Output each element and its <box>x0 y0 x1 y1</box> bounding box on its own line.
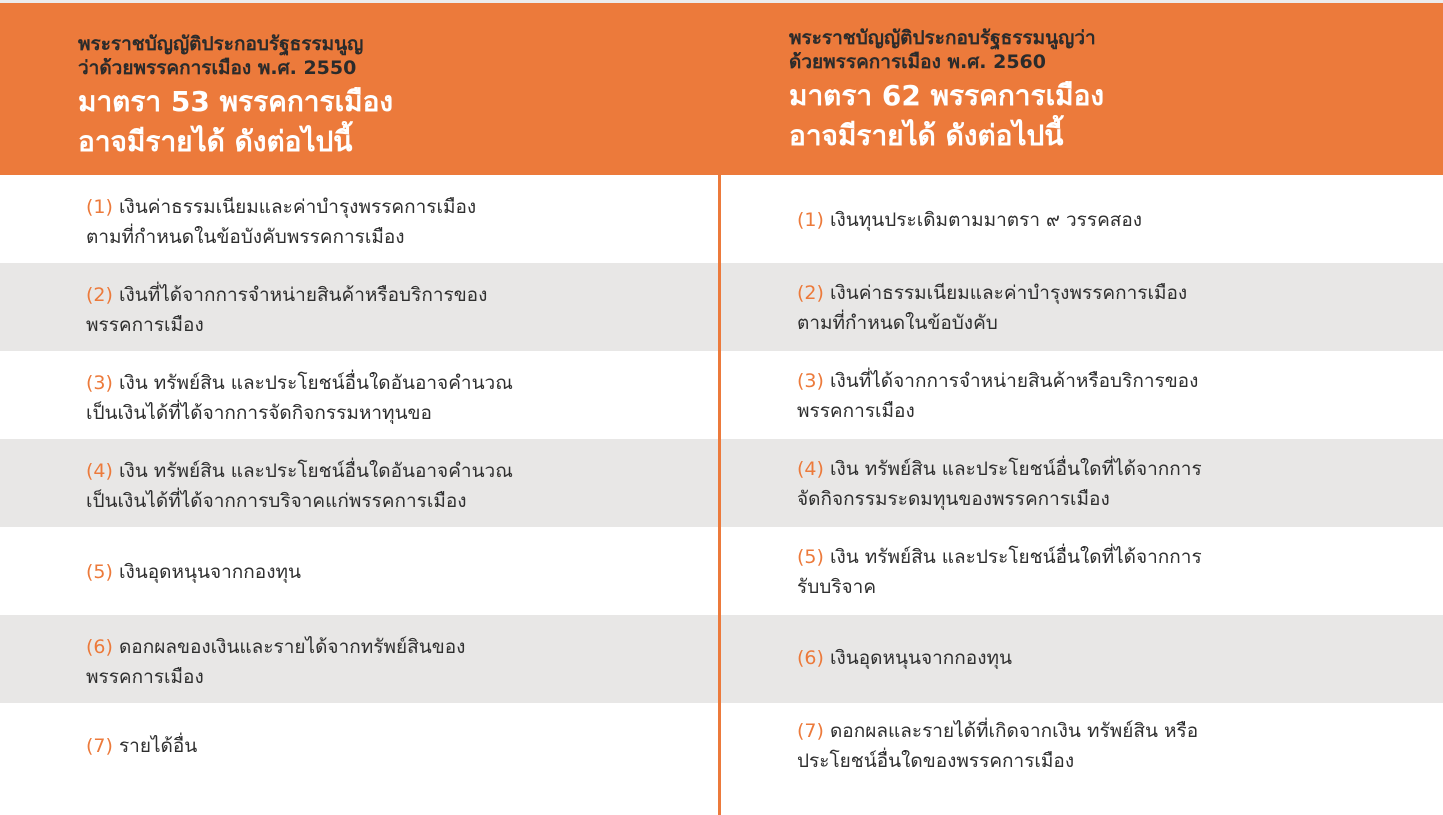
item-number: (6) <box>86 636 113 658</box>
left-item-line: (2) เงินที่ได้จากการจำหน่ายสินค้าหรือบริการของ <box>86 284 488 306</box>
right-item <box>797 538 1417 606</box>
right-item-line: พรรคการเมือง <box>797 400 915 422</box>
left-item <box>86 714 696 778</box>
left-item-line: ตามที่กำหนดในข้อบังคับพรรคการเมือง <box>86 226 405 248</box>
left-item <box>86 188 696 256</box>
left-item-line: (6) ดอกผลของเงินและรายได้จากทรัพย์สินของ <box>86 636 466 658</box>
header-right-column <box>789 26 1409 156</box>
right-item-line: จัดกิจกรรมระดมทุนของพรรคการเมือง <box>797 488 1110 510</box>
item-number: (3) <box>86 372 113 394</box>
right-item-line: (6) เงินอุดหนุนจากกองทุน <box>797 647 1012 669</box>
right-item <box>797 362 1417 430</box>
right-item-line: (3) เงินที่ได้จากการจำหน่ายสินค้าหรือบริการของ <box>797 370 1199 392</box>
left-item <box>86 364 696 432</box>
right-item <box>797 626 1417 690</box>
item-number: (2) <box>797 282 824 304</box>
right-act-title-line: พระราชบัญญัติประกอบรัฐธรรมนูญว่า <box>789 27 1096 49</box>
left-act-title <box>78 32 678 80</box>
right-item-line: ตามที่กำหนดในข้อบังคับ <box>797 312 998 334</box>
item-number: (2) <box>86 284 113 306</box>
column-divider <box>718 175 721 815</box>
item-number: (4) <box>797 458 824 480</box>
left-act-title-line: พระราชบัญญัติประกอบรัฐธรรมนูญ <box>78 33 364 55</box>
item-number: (6) <box>797 647 824 669</box>
right-item-line: (5) เงิน ทรัพย์สิน และประโยชน์อื่นใดที่ได้จากการ <box>797 546 1202 568</box>
right-item-line: (1) เงินทุนประเดิมตามมาตรา ๙ วรรคสอง <box>797 209 1143 231</box>
item-number: (1) <box>86 196 113 218</box>
left-item-line: พรรคการเมือง <box>86 314 204 336</box>
left-section-title <box>78 82 678 162</box>
item-number: (4) <box>86 460 113 482</box>
left-item <box>86 452 696 520</box>
left-section-title-line: มาตรา 53 พรรคการเมือง <box>78 85 394 118</box>
right-item-line: ประโยชน์อื่นใดของพรรคการเมือง <box>797 750 1075 772</box>
left-item-line: (4) เงิน ทรัพย์สิน และประโยชน์อื่นใดอันอาจคำนวณ <box>86 460 513 482</box>
left-act-title-line: ว่าด้วยพรรคการเมือง พ.ศ. 2550 <box>78 57 357 79</box>
left-item-line: (5) เงินอุดหนุนจากกองทุน <box>86 561 301 583</box>
left-section-title-line: อาจมีรายได้ ดังต่อไปนี้ <box>78 125 353 158</box>
right-item <box>797 712 1417 780</box>
right-item <box>797 450 1417 518</box>
item-number: (5) <box>86 561 113 583</box>
right-section-title <box>789 76 1409 156</box>
right-item-line: (7) ดอกผลและรายได้ที่เกิดจากเงิน ทรัพย์สิน หรือ <box>797 720 1199 742</box>
right-item-line: (2) เงินค่าธรรมเนียมและค่าบำรุงพรรคการเมือง <box>797 282 1188 304</box>
right-item-line: (4) เงิน ทรัพย์สิน และประโยชน์อื่นใดที่ได้จากการ <box>797 458 1202 480</box>
right-act-title-line: ด้วยพรรคการเมือง พ.ศ. 2560 <box>789 51 1047 73</box>
item-number: (3) <box>797 370 824 392</box>
item-number: (1) <box>797 209 824 231</box>
left-item-line: พรรคการเมือง <box>86 666 204 688</box>
right-item <box>797 188 1417 252</box>
right-act-title <box>789 26 1409 74</box>
left-item <box>86 276 696 344</box>
item-number: (7) <box>86 735 113 757</box>
left-item <box>86 628 696 696</box>
item-number: (5) <box>797 546 824 568</box>
left-item-line: (3) เงิน ทรัพย์สิน และประโยชน์อื่นใดอันอาจคำนวณ <box>86 372 513 394</box>
right-section-title-line: มาตรา 62 พรรคการเมือง <box>789 79 1105 112</box>
right-item-line: รับบริจาค <box>797 576 877 598</box>
right-section-title-line: อาจมีรายได้ ดังต่อไปนี้ <box>789 119 1064 152</box>
left-item-line: (7) รายได้อื่น <box>86 735 198 757</box>
left-item-line: (1) เงินค่าธรรมเนียมและค่าบำรุงพรรคการเมือง <box>86 196 477 218</box>
left-item <box>86 540 696 604</box>
item-number: (7) <box>797 720 824 742</box>
table-header <box>0 3 1443 175</box>
header-left-column <box>78 32 678 162</box>
left-item-line: เป็นเงินได้ที่ได้จากการจัดกิจกรรมหาทุนขอ <box>86 402 432 424</box>
right-item <box>797 274 1417 342</box>
left-item-line: เป็นเงินได้ที่ได้จากการบริจาคแก่พรรคการเมือง <box>86 490 467 512</box>
